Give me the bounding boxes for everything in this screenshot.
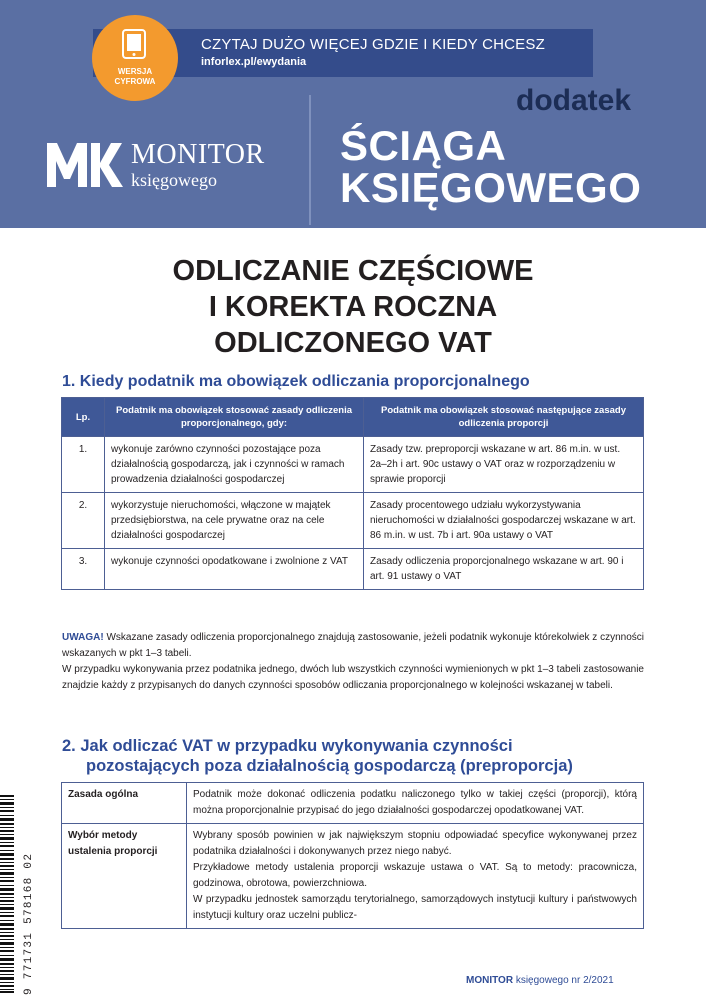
logo-ksiegowego: księgowego — [131, 170, 217, 190]
section2-heading — [62, 736, 573, 776]
row-text-block — [187, 824, 644, 929]
note-paragraph-2: W przypadku wykonywania przez podatnika jednego, dwóch lub wszystkich czynności wymienionych w pkt 1–3 tabeli zastosowanie znajdzie każdy z przypisanych do danych czynności sposobów odliczania proporcjonalnego w kolejności wskazanej w tabeli. — [62, 664, 644, 691]
note-block — [62, 630, 644, 694]
row-label: Zasada ogólna — [62, 783, 187, 824]
table-row — [62, 549, 644, 590]
badge-line2: CYFROWA — [114, 77, 156, 86]
header-banner — [0, 0, 706, 228]
badge-line1: WERSJA — [117, 67, 153, 76]
section2-heading-line2: pozostających poza działalnością gospodarczą (preproporcja) — [86, 757, 573, 775]
preproportion-table — [61, 782, 644, 929]
note-paragraph-1 — [62, 630, 644, 662]
header-divider — [309, 95, 311, 225]
footer-issue: księgowego nr 2/2021 — [513, 975, 614, 986]
row-rules: Zasady procentowego udziału wykorzystywania nieruchomości w działalności gospodarczej wskazane w art. 86 m.in. w ust. 7b i art. 90a ustawy o VAT — [364, 493, 644, 549]
row-text-3: W przypadku jednostek samorządu terytorialnego, samorządowych instytucji kultury i państwowych instytucji kultury oraz uczelni publicz- — [193, 894, 637, 921]
page-title-line2: I KOREKTA ROCZNA — [208, 291, 498, 323]
promo-title: CZYTAJ DUŻO WIĘCEJ GDZIE I KIEDY CHCESZ — [201, 36, 545, 53]
row-text: Podatnik może dokonać odliczenia podatku naliczonego tylko w takiej części (proporcji), którą można proporcjonalnie przypisać do jego działalności gospodarczej opodatkowanej VAT. — [187, 783, 644, 824]
supplement-title — [340, 122, 642, 211]
row-label: Wybór metody ustalenia proporcji — [62, 824, 187, 929]
footer-brand: MONITOR — [466, 975, 514, 986]
table-row — [62, 783, 644, 824]
row-when: wykonuje zarówno czynności pozostające poza działalnością gospodarczą, jak i czynności w ramach prowadzenia działalności gospodarczej — [105, 437, 364, 493]
row-rules: Zasady odliczenia proporcjonalnego wskazane w art. 90 i art. 91 ustawy o VAT — [364, 549, 644, 590]
supplement-label: dodatek — [516, 84, 632, 117]
section2-heading-line1: 2. Jak odliczać VAT w przypadku wykonywania czynności — [62, 737, 513, 755]
row-when: wykonuje czynności opodatkowane i zwolnione z VAT — [105, 549, 364, 590]
header-when: Podatnik ma obowiązek stosować zasady odliczenia proporcjonalnego, gdy: — [105, 398, 364, 437]
header-lp: Lp. — [62, 398, 105, 437]
row-lp: 3. — [62, 549, 105, 590]
barcode-number: 9 771731 578168 02 — [23, 852, 35, 995]
page-title-line3: ODLICZONEGO VAT — [214, 327, 492, 359]
table-header-row — [62, 398, 644, 437]
row-lp: 1. — [62, 437, 105, 493]
note-label: UWAGA! — [62, 632, 104, 643]
badge-text — [92, 67, 178, 87]
table-row — [62, 493, 644, 549]
row-when: wykorzystuje nieruchomości, włączone w majątek przedsiębiorstwa, na cele prywatne oraz na cele działalności gospodarczej — [105, 493, 364, 549]
row-lp: 2. — [62, 493, 105, 549]
section1-heading: 1. Kiedy podatnik ma obowiązek odliczania proporcjonalnego — [62, 373, 530, 390]
row-text-2: Przykładowe metody ustalenia proporcji wskazuje ustawa o VAT. Są to metody: pracownicza, godzinowa, obrotowa, powierzchniowa. — [193, 862, 637, 889]
promo-url[interactable]: inforlex.pl/ewydania — [201, 56, 307, 68]
supplement-title-line2: KSIĘGOWEGO — [340, 164, 642, 211]
table-row — [62, 824, 644, 929]
row-text: Wybrany sposób powinien w jak największym stopniu odpowiadać specyfice wykonywanej przez podatnika działalności i dokonywanych przez niego nabyć. — [193, 830, 637, 857]
page-title-line1: ODLICZANIE CZĘŚCIOWE — [172, 255, 534, 287]
proportional-deduction-table — [61, 397, 644, 590]
supplement-title-line1: ŚCIĄGA — [340, 122, 507, 169]
page-title — [0, 253, 706, 361]
header-rules: Podatnik ma obowiązek stosować następujące zasady odliczenia proporcji — [364, 398, 644, 437]
mk-logo-icon — [45, 139, 125, 189]
footer — [466, 975, 614, 986]
tablet-icon — [122, 29, 146, 59]
table-row — [62, 437, 644, 493]
note-text-1: Wskazane zasady odliczenia proporcjonalnego znajdują zastosowanie, jeżeli podatnik wykonuje którekolwiek z czynności wskazanych w pkt 1–3 tabeli. — [62, 632, 644, 659]
digital-version-badge — [92, 15, 178, 101]
row-rules: Zasady tzw. preproporcji wskazane w art. 86 m.in. w ust. 2a–2h i art. 90c ustawy o VAT oraz w rozporządzeniu w sprawie proporcji — [364, 437, 644, 493]
logo-monitor: MONITOR — [131, 139, 265, 170]
